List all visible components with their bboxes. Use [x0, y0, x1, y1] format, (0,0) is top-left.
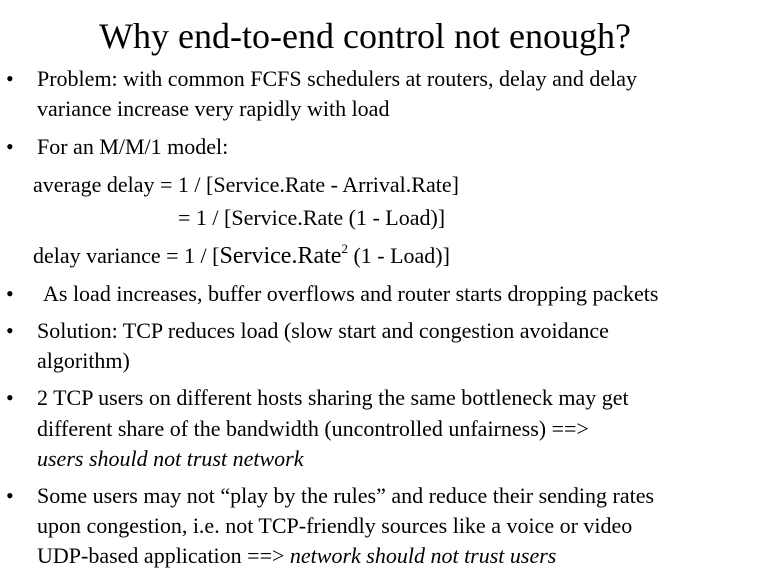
bullet-6-line-3-text: UDP-based application ==> [37, 543, 290, 568]
bullet-4-line-2: algorithm) [37, 348, 130, 373]
bullet-3-line-1: As load increases, buffer overflows and router starts dropping packets [43, 281, 659, 306]
delay-variance-formula [33, 241, 450, 271]
bullet-6-line-2: upon congestion, i.e. not TCP-friendly sources like a voice or video [37, 513, 633, 538]
bullet-marker: • [6, 483, 14, 508]
variance-prefix: delay variance = 1 / [ [33, 243, 220, 268]
average-delay-formula: average delay = 1 / [Service.Rate - Arrival.Rate] [33, 172, 459, 197]
bullet-marker: • [6, 66, 14, 91]
bullet-1-line-2: variance increase very rapidly with load [37, 96, 390, 121]
bullet-marker: • [6, 134, 14, 159]
bullet-marker: • [6, 281, 14, 306]
bullet-2-line-1: For an M/M/1 model: [37, 134, 229, 159]
variance-service-rate: Service.Rate [219, 243, 342, 269]
bullet-5-emphasis: users should not trust network [37, 446, 304, 471]
variance-suffix: (1 - Load)] [347, 243, 450, 268]
bullet-marker: • [6, 318, 14, 343]
average-delay-formula-cont: = 1 / [Service.Rate (1 - Load)] [178, 205, 446, 230]
bullet-6-line-1: Some users may not “play by the rules” and reduce their sending rates [37, 483, 655, 508]
bullet-5-line-2: different share of the bandwidth (uncontrolled unfairness) ==> [37, 416, 589, 441]
bullet-6-line-3 [37, 541, 556, 571]
slide-title: Why end-to-end control not enough? [99, 16, 631, 56]
variance-exponent: 2 [341, 241, 348, 256]
bullet-5-line-1: 2 TCP users on different hosts sharing the same bottleneck may get [37, 385, 629, 410]
bullet-marker: • [6, 385, 14, 410]
bullet-6-emphasis: network should not trust users [289, 543, 557, 568]
bullet-4-line-1: Solution: TCP reduces load (slow start and congestion avoidance [37, 318, 609, 343]
bullet-1-line-1: Problem: with common FCFS schedulers at routers, delay and delay [37, 66, 638, 91]
